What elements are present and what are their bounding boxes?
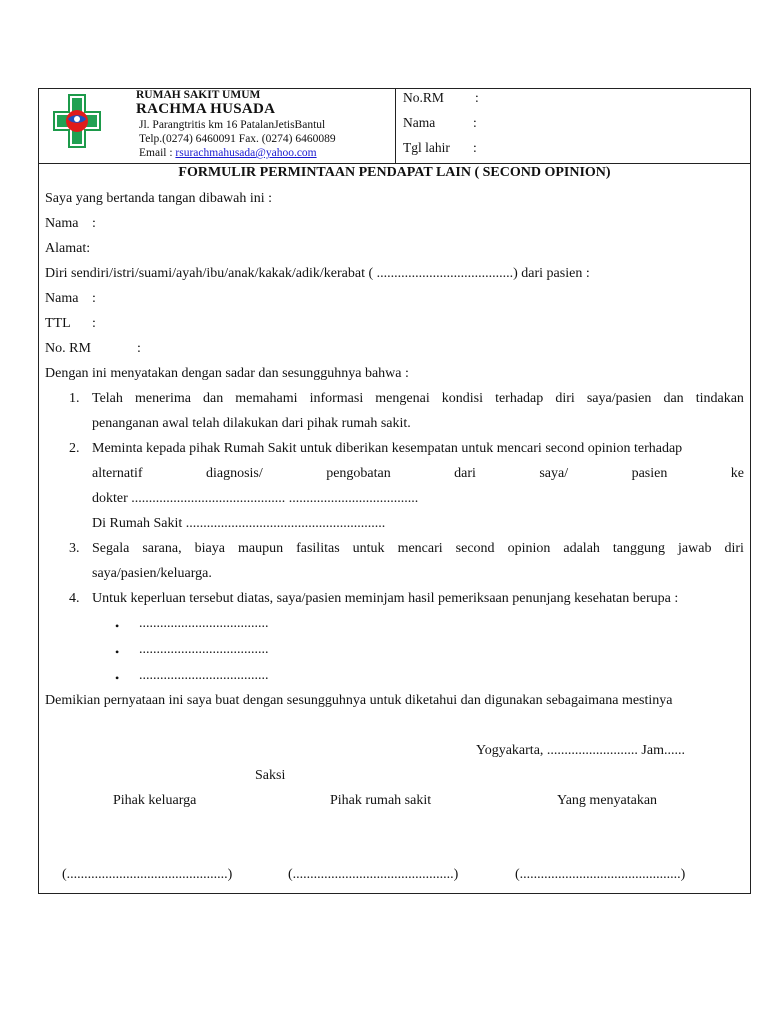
bullet-icon: • [115,671,120,685]
word: opinion [507,541,551,556]
declaration-text: Dengan ini menyatakan dengan sadar dan sesungguhnya bahwa : [45,366,409,381]
word: jawab [678,541,712,556]
word: kondisi [441,391,483,406]
witness-label: Saksi [255,768,286,783]
hospital-party-label: Pihak rumah sakit [330,793,432,808]
intro-text: Saya yang bertanda tangan dibawah ini : [45,191,273,206]
form-title: FORMULIR PERMINTAAN PENDAPAT LAIN ( SECOND OPINION) [178,165,611,180]
item-4-line-1: Untuk keperluan tersebut diatas, saya/pasien meminjam hasil pemeriksaan penunjang kesehatan berupa : [92,591,679,606]
item-1-line-2: penanganan awal telah dilakukan dari pihak rumah sakit. [92,416,411,431]
word: diri [724,541,744,556]
declarant-signature-blank: (..............................................) [515,867,686,882]
word: pasien [631,466,668,481]
word: second [455,541,495,556]
item-2-line-2 [92,466,744,482]
hospital-type: RUMAH SAKIT UMUM [136,89,261,101]
item-3-line-2: saya/pasien/keluarga. [92,566,212,581]
word: biaya [194,541,225,556]
hospital-name: RACHMA HUSADA [136,101,276,117]
item-1-line-1 [92,391,744,407]
hospital-signature-blank: (..............................................) [288,867,459,882]
word: memahami [235,391,298,406]
item-2-line-3: dokter ............................................ ..................................... [92,491,419,506]
patient-ttl-label: TTL [45,316,71,331]
word: dan [203,391,224,406]
patient-name-label: Nama [45,291,79,306]
word: adalah [563,541,600,556]
item-number: 2. [69,441,80,456]
declarant-label: Yang menyatakan [557,793,658,808]
word: tanggung [612,541,666,556]
word: mengenai [375,391,430,406]
item-number: 1. [69,391,80,406]
place-date: Yogyakarta, .......................... Jam...... [476,743,685,758]
word: menerima [134,391,191,406]
word: pengobatan [326,466,391,481]
word: mencari [397,541,443,556]
signer-name-colon: : [92,216,96,231]
hospital-cross-logo [53,94,101,148]
hospital-address: Jl. Parangtritis km 16 PatalanJetisBantul [139,119,326,131]
item-number: 3. [69,541,80,556]
rm-number-colon: : [475,90,479,105]
hospital-email-row [139,147,317,159]
relation-line: Diri sendiri/istri/suami/ayah/ibu/anak/kakak/adik/kerabat ( .......................................) dari pasien : [45,266,590,281]
hospital-phone: Telp.(0274) 6460091 Fax. (0274) 6460089 [139,133,336,145]
word: sarana, [142,541,182,556]
form-frame [38,88,751,894]
closing-text: Demikian pernyataan ini saya buat dengan sesungguhnya untuk diketahui dan digunakan sebagaimana mestinya [45,693,673,708]
bullet-icon: • [115,645,120,659]
email-label: Email : [139,147,173,159]
patient-name-colon: : [92,291,96,306]
word: saya/ [539,466,569,481]
patient-rm-label: No. RM [45,341,91,356]
word: tindakan [695,391,744,406]
bullet-item-3: ..................................... [139,668,269,683]
patient-ttl-colon: : [92,316,96,331]
word: dan [663,391,684,406]
word: Telah [92,391,123,406]
signer-name-label: Nama [45,216,79,231]
word: terhadap [495,391,544,406]
word: fasilitas [296,541,340,556]
email-link[interactable]: rsurachmahusada@yahoo.com [175,147,317,159]
family-party-label: Pihak keluarga [113,793,197,808]
patient-rm-colon: : [137,341,141,356]
word: informasi [309,391,364,406]
rm-name-colon: : [473,115,477,130]
bullet-item-2: ..................................... [139,642,269,657]
item-3-line-1 [92,541,744,557]
header-divider [395,89,396,163]
item-2-line-1: Meminta kepada pihak Rumah Sakit untuk diberikan kesempatan untuk mencari second opinion terhadap [92,441,683,456]
family-signature-blank: (..............................................) [62,867,233,882]
word: diri [555,391,575,406]
word: saya/pasien [586,391,652,406]
item-number: 4. [69,591,80,606]
bullet-icon: • [115,619,120,633]
bullet-item-1: ..................................... [139,616,269,631]
rm-name-label: Nama [403,115,436,130]
signer-address-label: Alamat: [45,241,91,256]
header-bottom-line [39,163,750,164]
word: Segala [92,541,130,556]
item-2-line-4: Di Rumah Sakit ......................................................... [92,516,386,531]
rm-number-label: No.RM [403,90,444,105]
rm-birthdate-colon: : [473,140,477,155]
word: diagnosis/ [205,466,263,481]
word: untuk [352,541,385,556]
word: maupun [237,541,284,556]
rm-birthdate-label: Tgl lahir [403,140,450,155]
word: dari [454,466,476,481]
word: ke [730,466,744,481]
word: alternatif [92,466,143,481]
